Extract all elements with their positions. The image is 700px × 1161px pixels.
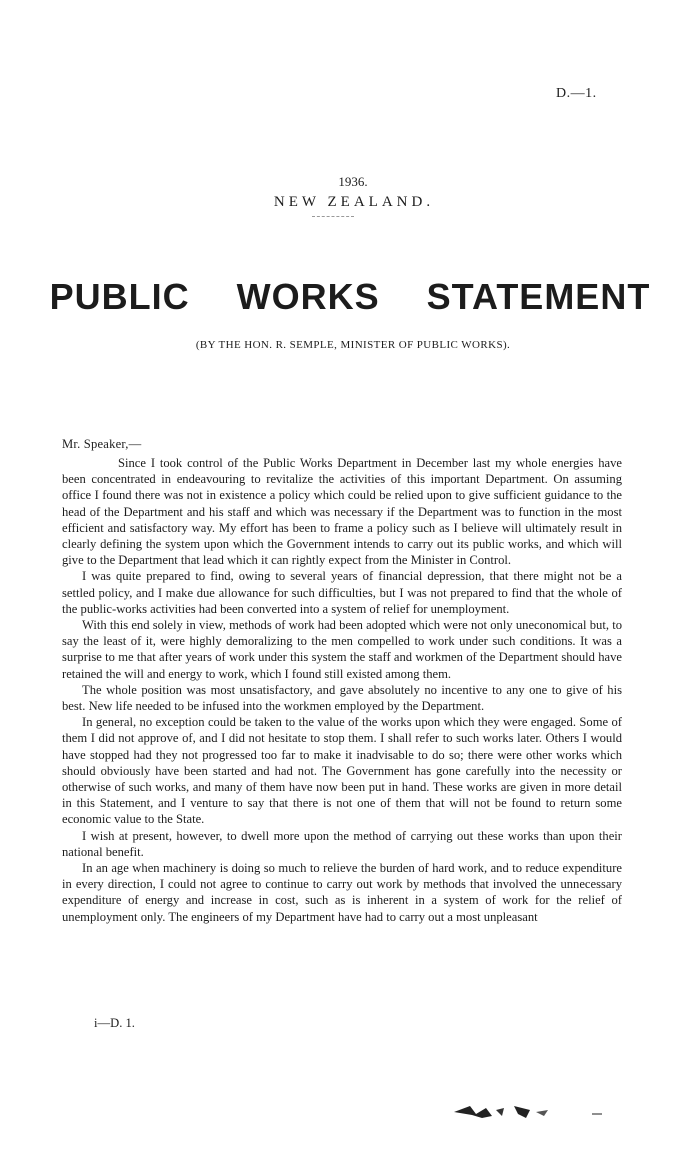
document-subtitle: (BY THE HON. R. SEMPLE, MINISTER OF PUBLIC WORKS). — [195, 339, 511, 351]
document-year: 1936. — [338, 174, 368, 189]
paragraph: I was quite prepared to find, owing to several years of financial depression, that there might not be a settled policy, and I make due allowance for such difficulties, but I was not prepared to find that the whole of the public-works activities had been converted into a system of relief for unemployment. — [62, 569, 622, 616]
paragraph: In an age when machinery is doing so much to relieve the burden of hard work, and to reduce expenditure in every direction, I could not agree to continue to carry out work by methods that involved the unnecessary expenditure of energy and increase in cost, such as is inherent in a system of work for the relief of unemployment only. The engineers of my Department have had to carry out a most unpleasant — [62, 861, 622, 924]
ink-smudge-mark — [452, 1100, 612, 1124]
statement-body — [62, 455, 622, 925]
document-reference: D.—1. — [556, 86, 597, 101]
salutation: Mr. Speaker,— — [62, 437, 142, 451]
title-divider — [312, 216, 354, 217]
paragraph: Since I took control of the Public Works Department in December last my whole energies have been concentrated in endeavouring to revitalize the activities of this important Department. On assuming office I found there was not in existence a policy which could be relied upon to give sufficient guidance to the head of the Department and his staff and which was necessary if the Department was to function in the most efficient and satisfactory way. My effort has been to frame a policy such as I believe will ultimately result in clearly defining the system upon which the Government intends to carry out its public works, and which will give to the Department that lead which it can rightly expect from the Minister in Control. — [62, 456, 622, 568]
paragraph: I wish at present, however, to dwell more upon the method of carrying out these works than upon their national benefit. — [62, 828, 622, 859]
paragraph: In general, no exception could be taken to the value of the works upon which they were engaged. Some of them I did not approve of, and I did not hesitate to stop them. I shall refer to such works later. Others I would have stopped had they not progressed too far to make it inadvisable to do so; there were other works which should obviously have been started and had not. The Government has gone carefully into the necessity or otherwise of such works, and many of them have now been put in hand. These works are given in more detail in this Statement, and I venture to say that there is not one of them that will not be found to return some economic value to the State. — [62, 715, 622, 827]
paragraph: With this end solely in view, methods of work had been adopted which were not only uneconomical but, to say the least of it, were highly demoralizing to the men compelled to work under such conditions. It was a surprise to me that after years of work under this system the staff and workmen of the Department should have retained the will and energy to work, which I found still existed among them. — [62, 618, 622, 681]
page-signature: i—D. 1. — [94, 1016, 135, 1030]
document-title: PUBLIC WORKS STATEMENT — [49, 276, 651, 317]
paragraph: The whole position was most unsatisfactory, and gave absolutely no incentive to any one to give of his best. New life needed to be infused into the workmen employed by the Department. — [62, 682, 622, 714]
country-heading: NEW ZEALAND. — [273, 194, 435, 210]
